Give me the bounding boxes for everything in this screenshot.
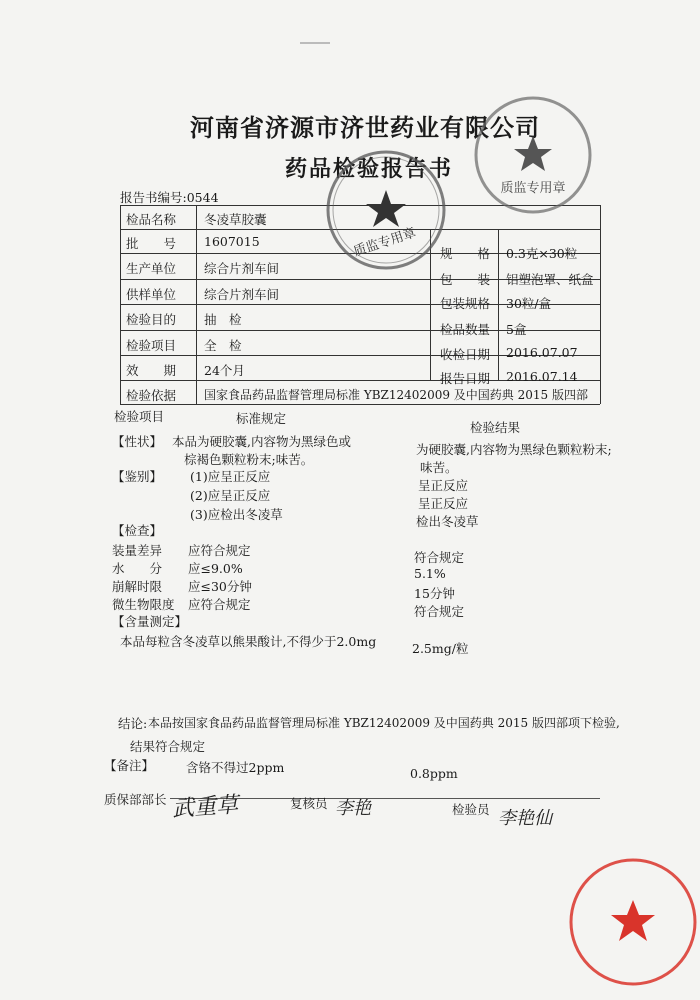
purpose-label: 检验目的 — [126, 312, 177, 327]
packing-label: 包 装 — [440, 272, 491, 287]
supplier-value: 综合片剂车间 — [204, 287, 280, 302]
ident-result-3: 检出冬凌草 — [416, 514, 479, 529]
scan-mark — [300, 42, 330, 44]
check-name: 装量差异 — [112, 543, 163, 558]
supplier-label: 供样单位 — [126, 287, 177, 302]
quality-stamp-2 — [470, 92, 596, 218]
check-heading: 【检查】 — [112, 523, 163, 538]
validity-value: 24个月 — [204, 363, 245, 378]
purpose-value: 抽 检 — [204, 312, 242, 327]
conclusion-label: 结论: — [118, 716, 148, 731]
remarks-result: 0.8ppm — [410, 766, 458, 781]
ident-standard-1: (1)应呈正反应 — [190, 469, 271, 484]
product-name-label: 检品名称 — [126, 212, 177, 227]
validity-label: 效 期 — [126, 363, 177, 378]
received-date-value: 2016.07.07 — [506, 345, 578, 360]
traits-standard-2: 棕褐色颗粒粉末;味苦。 — [184, 452, 314, 467]
check-result: 符合规定 — [414, 550, 465, 565]
check-standard: 应≤30分钟 — [188, 579, 252, 594]
check-result: 5.1% — [414, 566, 446, 581]
table-border — [196, 205, 197, 404]
table-rule — [120, 404, 600, 405]
check-name: 微生物限度 — [112, 597, 175, 612]
col-result-header: 检验结果 — [470, 420, 521, 435]
qa-head-signature: 武重草 — [171, 792, 239, 823]
table-rule — [120, 330, 600, 331]
remarks-standard: 含铬不得过2ppm — [186, 760, 285, 775]
traits-heading: 【性状】 — [112, 434, 163, 449]
svg-text:质监专用章: 质监专用章 — [351, 225, 419, 260]
table-border — [600, 205, 601, 404]
quantity-label: 检品数量 — [440, 322, 491, 337]
batch-value: 1607015 — [204, 234, 260, 249]
basis-label: 检验依据 — [126, 388, 177, 403]
supplier-stamp — [566, 855, 700, 989]
inspector-label: 检验员 — [452, 802, 490, 817]
inspector-signature: 李艳仙 — [498, 808, 552, 829]
batch-label: 批 号 — [126, 236, 177, 251]
assay-result: 2.5mg/粒 — [412, 641, 469, 656]
spec-label: 规 格 — [440, 246, 491, 261]
ident-standard-2: (2)应呈正反应 — [190, 488, 271, 503]
check-standard: 应符合规定 — [188, 543, 251, 558]
table-border — [120, 205, 121, 404]
quantity-value: 5盒 — [506, 322, 527, 337]
assay-heading: 【含量测定】 — [112, 614, 188, 629]
conclusion-line-1: 本品按国家食品药品监督管理局标准 YBZ12402009 及中国药典 2015 版四部项下检验, — [148, 716, 620, 730]
items-label: 检验项目 — [126, 338, 177, 353]
basis-value: 国家食品药品监督管理局标准 YBZ12402009 及中国药典 2015 版四部 — [204, 388, 588, 402]
check-standard: 应符合规定 — [188, 597, 251, 612]
ident-standard-3: (3)应检出冬凌草 — [190, 507, 283, 522]
report-number-value: 0544 — [186, 190, 219, 205]
check-standard: 应≤9.0% — [188, 561, 243, 576]
manufacturer-value: 综合片剂车间 — [204, 261, 280, 276]
report-number-label: 报告书编号: — [120, 190, 187, 205]
traits-standard-1: 本品为硬胶囊,内容物为黑绿色或 — [172, 434, 351, 449]
ident-result-1: 呈正反应 — [418, 478, 469, 493]
company-name: 河南省济源市济世药业有限公司 — [190, 113, 540, 142]
manufacturer-label: 生产单位 — [126, 261, 177, 276]
received-date-label: 收检日期 — [440, 347, 491, 362]
check-result: 15分钟 — [414, 586, 455, 601]
traits-result-1: 为硬胶囊,内容物为黑绿色颗粒粉末; — [416, 442, 612, 457]
check-name: 水 分 — [112, 561, 163, 576]
conclusion-line-2: 结果符合规定 — [130, 739, 206, 754]
document-title: 药品检验报告书 — [285, 156, 454, 182]
col-item-header: 检验项目 — [114, 409, 165, 424]
col-standard-header: 标准规定 — [236, 411, 287, 426]
packing-value: 铝塑泡罩、纸盒 — [506, 272, 594, 287]
check-result: 符合规定 — [414, 604, 465, 619]
report-number — [120, 188, 219, 206]
qa-head-label: 质保部部长 — [104, 792, 167, 807]
table-border — [498, 229, 499, 380]
pack-spec-label: 包装规格 — [440, 296, 491, 311]
spec-value: 0.3克×30粒 — [506, 246, 578, 261]
ident-heading: 【鉴别】 — [112, 469, 163, 484]
reviewer-signature: 李艳 — [335, 798, 371, 819]
assay-standard: 本品每粒含冬凌草以熊果酸计,不得少于2.0mg — [120, 634, 377, 649]
check-name: 崩解时限 — [112, 579, 163, 594]
report-date-label: 报告日期 — [440, 371, 491, 386]
pack-spec-value: 30粒/盒 — [506, 296, 552, 311]
remarks-label: 【备注】 — [104, 758, 155, 773]
items-value: 全 检 — [204, 338, 242, 353]
quality-stamp-1 — [322, 146, 450, 274]
report-date-value: 2016.07.14 — [506, 369, 578, 384]
traits-result-2: 味苦。 — [420, 460, 458, 475]
product-name-value: 冬凌草胶囊 — [204, 212, 267, 227]
ident-result-2: 呈正反应 — [418, 496, 469, 511]
svg-text:质监专用章: 质监专用章 — [500, 181, 566, 196]
reviewer-label: 复核员 — [290, 796, 328, 811]
